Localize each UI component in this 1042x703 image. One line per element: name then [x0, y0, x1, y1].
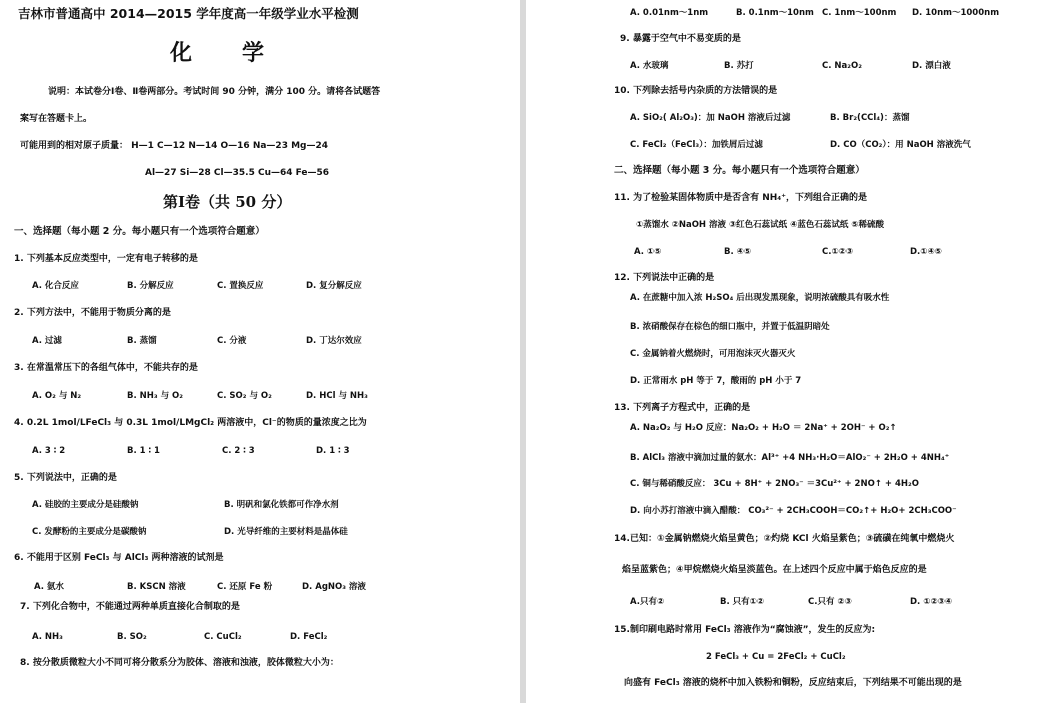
- question-7-option-d: D. FeCl₂: [290, 632, 328, 642]
- section-1-title: 一、选择题（每小题 2 分。每小题只有一个选项符合题意）: [14, 226, 265, 237]
- question-9-option-a: A. 水玻璃: [630, 61, 669, 71]
- question-2-stem: 2. 下列方法中，不能用于物质分离的是: [14, 308, 171, 318]
- instructions-line-2: 案写在答题卡上。: [20, 114, 93, 124]
- question-14-option-c: C.只有 ②③: [808, 597, 852, 607]
- question-3-option-a: A. O₂ 与 N₂: [32, 391, 82, 401]
- question-1-option-b: B. 分解反应: [127, 281, 174, 291]
- question-1-stem: 1. 下列基本反应类型中，一定有电子转移的是: [14, 254, 198, 264]
- question-9-option-b: B. 苏打: [724, 61, 754, 71]
- question-10-option-c: C. FeCl₂（FeCl₃）：加铁屑后过滤: [630, 140, 763, 150]
- question-11-option-a: A. ①⑤: [634, 247, 662, 257]
- question-5-option-c: C. 发酵粉的主要成分是碳酸钠: [32, 527, 147, 537]
- question-3-option-c: C. SO₂ 与 O₂: [217, 391, 272, 401]
- atomic-mass-line-1: 可能用到的相对原子质量： H—1 C—12 N—14 O—16 Na—23 Mg—24: [20, 141, 329, 151]
- question-3-option-b: B. NH₃ 与 O₂: [127, 391, 183, 401]
- question-3-option-d: D. HCl 与 NH₃: [306, 391, 368, 401]
- question-4-option-d: D. 1 ∶ 3: [316, 446, 350, 456]
- question-4-option-c: C. 2 ∶ 3: [222, 446, 255, 456]
- question-10-option-d: D. CO（CO₂）：用 NaOH 溶液洗气: [830, 140, 971, 150]
- question-15-equation: 2 FeCl₃ + Cu = 2FeCl₂ + CuCl₂: [706, 652, 846, 662]
- question-6-stem: 6. 不能用于区别 FeCl₃ 与 AlCl₃ 两种溶液的试剂是: [14, 553, 224, 563]
- question-6-option-c: C. 还原 Fe 粉: [217, 582, 273, 592]
- question-14-stem-line-2: 焰呈蓝紫色；④甲烷燃烧火焰呈淡蓝色。在上述四个反应中属于焰色反应的是: [622, 565, 927, 575]
- question-2-option-d: D. 丁达尔效应: [306, 336, 362, 346]
- question-4-stem: 4. 0.2L 1mol/LFeCl₃ 与 0.3L 1mol/LMgCl₂ 两溶液中，Cl⁻的物质的量浓度之比为: [14, 418, 367, 428]
- right-page: [526, 0, 1042, 703]
- question-13-stem: 13. 下列离子方程式中，正确的是: [614, 403, 751, 413]
- question-15-stem: 15.制印刷电路时常用 FeCl₃ 溶液作为“腐蚀液”，发生的反应为:: [614, 625, 876, 635]
- question-8-option-c: C. 1nm～100nm: [822, 8, 897, 18]
- question-7-option-b: B. SO₂: [117, 632, 147, 642]
- question-8-stem: 8. 按分散质微粒大小不同可将分散系分为胶体、溶液和浊液，胶体微粒大小为：: [20, 658, 339, 668]
- volume-title: 第Ⅰ卷（共 50 分）: [163, 193, 292, 211]
- exam-title: 吉林市普通高中 2014—2015 学年度高一年级学业水平检测: [18, 6, 359, 21]
- question-1-option-d: D. 复分解反应: [306, 281, 362, 291]
- question-12-option-d: D. 正常雨水 pH 等于 7，酸雨的 pH 小于 7: [630, 376, 802, 386]
- question-9-option-c: C. Na₂O₂: [822, 61, 862, 71]
- question-12-option-c: C. 金属钠着火燃烧时，可用泡沫灭火器灭火: [630, 349, 796, 359]
- question-6-option-b: B. KSCN 溶液: [127, 582, 186, 592]
- question-6-option-d: D. AgNO₃ 溶液: [302, 582, 366, 592]
- left-page: [0, 0, 520, 703]
- question-7-stem: 7. 下列化合物中，不能通过两种单质直接化合制取的是: [20, 602, 240, 612]
- question-14-option-b: B. 只有①②: [720, 597, 765, 607]
- question-12-stem: 12. 下列说法中正确的是: [614, 273, 715, 283]
- question-4-option-a: A. 3 ∶ 2: [32, 446, 66, 456]
- question-8-option-d: D. 10nm～1000nm: [912, 8, 1000, 18]
- question-7-option-a: A. NH₃: [32, 632, 63, 642]
- question-12-option-a: A. 在蔗糖中加入浓 H₂SO₄ 后出现发黑现象，说明浓硫酸具有吸水性: [630, 293, 890, 303]
- question-10-stem: 10. 下列除去括号内杂质的方法错误的是: [614, 86, 778, 96]
- question-13-option-b: B. AlCl₃ 溶液中滴加过量的氨水：Al³⁺ +4 NH₃·H₂O＝AlO₂⁻ + 2H₂O + 4NH₄⁺: [630, 453, 950, 463]
- question-13-option-a: A. Na₂O₂ 与 H₂O 反应：Na₂O₂ + H₂O ＝ 2Na⁺ + 2OH⁻ + O₂↑: [630, 423, 897, 433]
- question-2-option-b: B. 蒸馏: [127, 336, 157, 346]
- question-13-option-c: C. 铜与稀硝酸反应： 3Cu + 8H⁺ + 2NO₃⁻ ＝3Cu²⁺ + 2NO↑ + 4H₂O: [630, 479, 919, 489]
- subject-title: 化 学: [170, 40, 267, 66]
- question-13-option-d: D. 向小苏打溶液中滴入醋酸： CO₃²⁻ + 2CH₃COOH＝CO₂↑+ H₂O+ 2CH₃COO⁻: [630, 506, 957, 516]
- question-5-stem: 5. 下列说法中，正确的是: [14, 473, 117, 483]
- question-14-option-a: A.只有②: [630, 597, 665, 607]
- question-11-items: ①蒸馏水 ②NaOH 溶液 ③红色石蕊试纸 ④蓝色石蕊试纸 ⑤稀硫酸: [636, 220, 884, 230]
- section-2-title: 二、选择题（每小题 3 分。每小题只有一个选项符合题意）: [614, 165, 865, 176]
- question-5-option-b: B. 明矾和氯化铁都可作净水剂: [224, 500, 339, 510]
- question-11-option-d: D.①④⑤: [910, 247, 942, 257]
- question-14-option-d: D. ①②③④: [910, 597, 953, 607]
- question-8-option-a: A. 0.01nm～1nm: [630, 8, 709, 18]
- question-10-option-a: A. SiO₂( Al₂O₃)：加 NaOH 溶液后过滤: [630, 113, 791, 123]
- question-14-stem-line-1: 14.已知：①金属钠燃烧火焰呈黄色；②灼烧 KCl 火焰呈紫色；③硫磺在纯氧中燃烧火: [614, 534, 955, 544]
- question-4-option-b: B. 1 ∶ 1: [127, 446, 160, 456]
- question-11-stem: 11. 为了检验某固体物质中是否含有 NH₄⁺，下列组合正确的是: [614, 193, 867, 203]
- question-9-option-d: D. 漂白液: [912, 61, 951, 71]
- question-1-option-c: C. 置换反应: [217, 281, 264, 291]
- question-5-option-d: D. 光导纤维的主要材料是晶体硅: [224, 527, 348, 537]
- question-8-option-b: B. 0.1nm～10nm: [736, 8, 814, 18]
- atomic-mass-line-2: Al—27 Si—28 Cl—35.5 Cu—64 Fe—56: [145, 168, 330, 178]
- question-11-option-c: C.①②③: [822, 247, 854, 257]
- question-15-tail: 向盛有 FeCl₃ 溶液的烧杯中加入铁粉和铜粉，反应结束后，下列结果不可能出现的是: [624, 678, 962, 688]
- question-2-option-c: C. 分液: [217, 336, 247, 346]
- question-3-stem: 3. 在常温常压下的各组气体中，不能共存的是: [14, 363, 198, 373]
- instructions-line-1: 说明：本试卷分Ⅰ卷、Ⅱ卷两部分。考试时间 90 分钟，满分 100 分。请将各试题答: [48, 87, 381, 97]
- question-2-option-a: A. 过滤: [32, 336, 62, 346]
- question-9-stem: 9. 暴露于空气中不易变质的是: [620, 34, 741, 44]
- question-5-option-a: A. 硅胶的主要成分是硅酸钠: [32, 500, 139, 510]
- question-1-option-a: A. 化合反应: [32, 281, 79, 291]
- question-7-option-c: C. CuCl₂: [204, 632, 242, 642]
- question-12-option-b: B. 浓硝酸保存在棕色的细口瓶中，并置于低温阴暗处: [630, 322, 830, 332]
- question-10-option-b: B. Br₂(CCl₄)：蒸馏: [830, 113, 910, 123]
- question-6-option-a: A. 氨水: [34, 582, 64, 592]
- question-11-option-b: B. ④⑤: [724, 247, 752, 257]
